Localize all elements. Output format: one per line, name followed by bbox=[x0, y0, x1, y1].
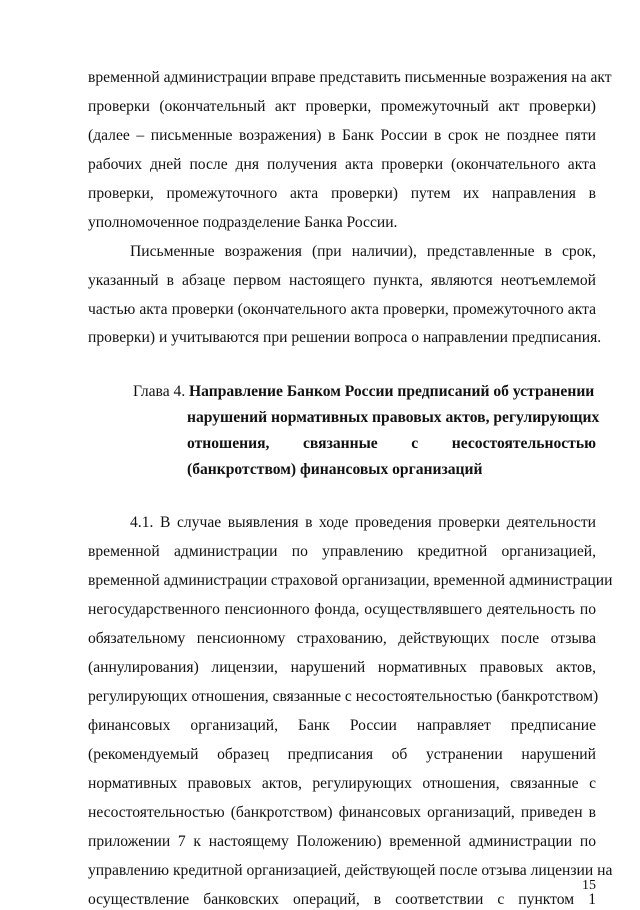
paragraph-line: временной администрации вправе представить письменные возражения на акт bbox=[88, 69, 612, 86]
paragraph-line: приложении 7 к настоящему Положению) временной администрации по bbox=[88, 833, 596, 850]
chapter-title-line: (банкротством) финансовых организаций bbox=[187, 461, 483, 478]
chapter-title-line: нарушений нормативных правовых актов, регулирующих bbox=[187, 409, 600, 426]
paragraph-line: временной администрации по управлению кредитной организацией, bbox=[88, 543, 596, 560]
paragraph-line: несостоятельностью (банкротством) финансовых организаций, приведен в bbox=[88, 804, 596, 821]
chapter-title-line: отношения, связанные с несостоятельностью bbox=[187, 435, 596, 452]
paragraph-line: осуществление банковских операций, в соответствии с пунктом 1 bbox=[88, 891, 596, 908]
paragraph-line: временной администрации страховой организации, временной администрации bbox=[88, 572, 613, 589]
paragraph-line: частью акта проверки (окончательного акта проверки, промежуточного акта bbox=[88, 301, 596, 318]
paragraph-line: финансовых организаций, Банк России направляет предписание bbox=[88, 717, 596, 734]
paragraph-line: рабочих дней после дня получения акта проверки (окончательного акта bbox=[88, 156, 596, 173]
paragraph-line: уполномоченное подразделение Банка России. bbox=[88, 214, 398, 231]
chapter-label: Глава 4. bbox=[133, 383, 186, 400]
paragraph-line: проверки (окончательный акт проверки, промежуточный акт проверки) bbox=[88, 98, 596, 115]
paragraph-line: проверки) и учитываются при решении вопроса о направлении предписания. bbox=[88, 329, 602, 346]
paragraph-line: проверки, промежуточного акта проверки) путем их направления в bbox=[88, 185, 596, 202]
paragraph-line: 4.1. В случае выявления в ходе проведения проверки деятельности bbox=[130, 514, 596, 531]
paragraph-line: обязательному пенсионному страхованию, действующих после отзыва bbox=[88, 630, 596, 647]
paragraph-line: (аннулирования) лицензии, нарушений нормативных правовых актов, bbox=[88, 659, 596, 676]
chapter-title-line: Направление Банком России предписаний об устранении bbox=[189, 383, 595, 400]
paragraph-line: (далее – письменные возражения) в Банк России в срок не позднее пяти bbox=[88, 127, 596, 144]
paragraph-line: управлению кредитной организацией, действующей после отзыва лицензии на bbox=[88, 862, 613, 879]
paragraph-line: Письменные возражения (при наличии), представленные в срок, bbox=[130, 243, 596, 260]
paragraph-line: негосударственного пенсионного фонда, осуществлявшего деятельность по bbox=[88, 601, 596, 618]
paragraph-line: нормативных правовых актов, регулирующих отношения, связанные с bbox=[88, 775, 596, 792]
paragraph-line: (рекомендуемый образец предписания об устранении нарушений bbox=[88, 746, 596, 763]
page-number: 15 bbox=[582, 878, 596, 893]
paragraph-line: регулирующих отношения, связанные с несостоятельностью (банкротством) bbox=[88, 688, 599, 705]
paragraph-line: указанный в абзаце первом настоящего пункта, являются неотъемлемой bbox=[88, 272, 596, 289]
